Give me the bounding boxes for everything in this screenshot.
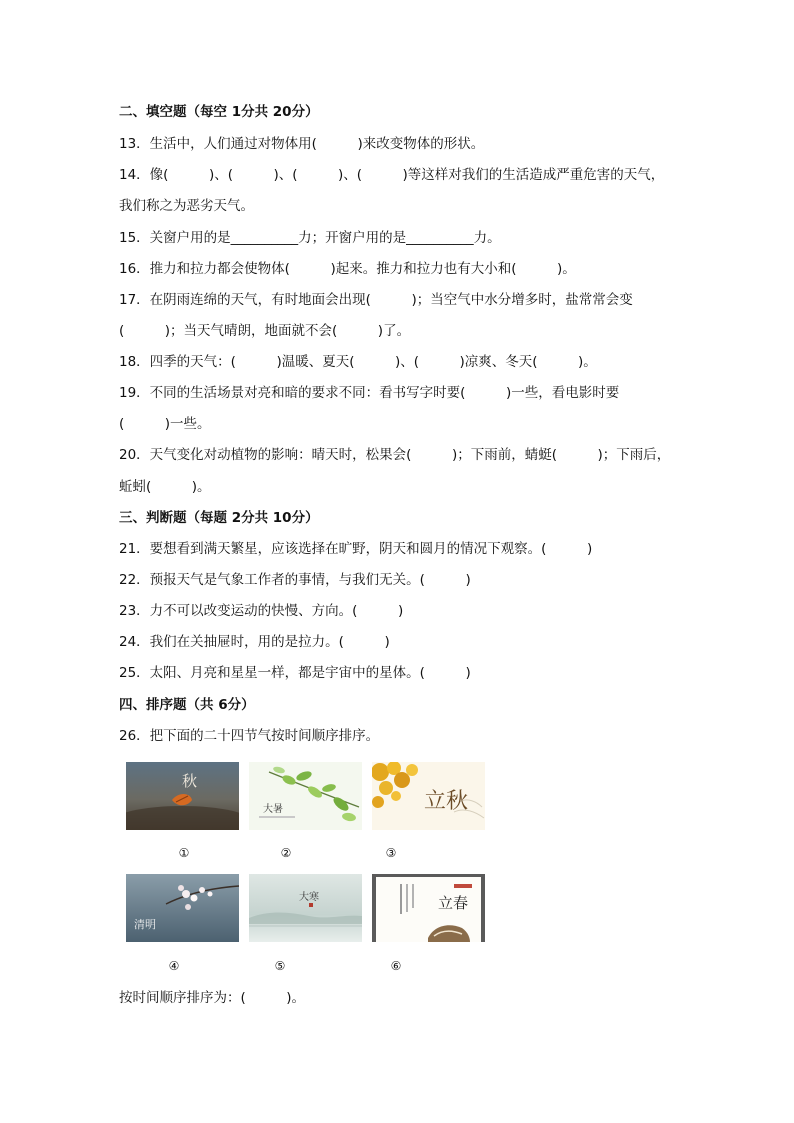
question-22: 22．预报天气是气象工作者的事情，与我们无关。( ) <box>119 572 471 588</box>
image-5-caption: ⑤ <box>274 959 286 973</box>
image-1-text: 秋 <box>182 772 198 790</box>
solar-term-image-6 <box>372 874 485 942</box>
question-19-line-2: ( )一些。 <box>119 416 211 432</box>
question-20-line-2: 蚯蚓( )。 <box>119 479 211 495</box>
poster-picture <box>372 874 485 942</box>
question-25: 25．太阳、月亮和星星一样，都是宇宙中的星体。( ) <box>119 665 471 681</box>
question-21: 21．要想看到满天繁星，应该选择在旷野，阴天和圆月的情况下观察。( ) <box>119 541 593 557</box>
image-4-caption: ④ <box>168 959 180 973</box>
solar-term-image-3 <box>372 762 485 830</box>
solar-term-image-4 <box>126 874 239 942</box>
green-branch-picture <box>249 762 362 830</box>
solar-term-image-2 <box>249 762 362 830</box>
question-14-line-1: 14．像( )、( )、( )、( )等这样对我们的生活造成严重危害的天气， <box>119 167 665 183</box>
image-3-text: 立秋 <box>424 789 469 814</box>
misty-lake-picture <box>249 874 362 942</box>
blossom-picture <box>126 874 239 942</box>
question-16: 16．推力和拉力都会使物体( )起来。推力和拉力也有大小和( )。 <box>119 261 576 277</box>
question-13: 13．生活中，人们通过对物体用( )来改变物体的形状。 <box>119 136 485 152</box>
image-2-caption: ② <box>280 846 292 860</box>
solar-term-image-5 <box>249 874 362 942</box>
question-20-line-1: 20．天气变化对动植物的影响：晴天时，松果会( )；下雨前，蜻蜓( )；下雨后， <box>119 447 671 463</box>
question-23: 23．力不可以改变运动的快慢、方向。( ) <box>119 603 404 619</box>
image-5-text: 大寒 <box>299 892 319 903</box>
section-2-heading: 二、填空题（每空 1分共 20分） <box>119 104 319 120</box>
section-3-heading: 三、判断题（每题 2分共 10分） <box>119 510 319 526</box>
question-26: 26．把下面的二十四节气按时间顺序排序。 <box>119 728 380 744</box>
ordering-answer: 按时间顺序排序为：( )。 <box>119 990 306 1006</box>
question-15: 15．关窗户用的是__________力；开窗户用的是__________力。 <box>119 230 501 246</box>
image-3-caption: ③ <box>385 846 397 860</box>
question-24: 24．我们在关抽屉时，用的是拉力。( ) <box>119 634 390 650</box>
question-19-line-1: 19．不同的生活场景对亮和暗的要求不同：看书写字时要( )一些，看电影时要 <box>119 385 620 401</box>
question-17-line-2: ( )；当天气晴朗，地面就不会( )了。 <box>119 323 411 339</box>
image-6-text: 立春 <box>438 894 469 912</box>
image-4-text: 清明 <box>134 918 156 931</box>
image-1-caption: ① <box>178 846 190 860</box>
question-14-line-2: 我们称之为恶劣天气。 <box>119 198 254 214</box>
solar-term-image-1 <box>126 762 239 830</box>
image-2-text: 大暑 <box>263 804 283 815</box>
question-17-line-1: 17．在阴雨连绵的天气，有时地面会出现( )；当空气中水分增多时，盐常常会变 <box>119 292 633 308</box>
image-6-caption: ⑥ <box>390 959 402 973</box>
golden-ginkgo-picture <box>372 762 485 830</box>
autumn-leaf-picture <box>126 762 239 830</box>
section-4-heading: 四、排序题（共 6分） <box>119 697 255 713</box>
question-18: 18．四季的天气：( )温暖、夏天( )、( )凉爽、冬天( )。 <box>119 354 597 370</box>
